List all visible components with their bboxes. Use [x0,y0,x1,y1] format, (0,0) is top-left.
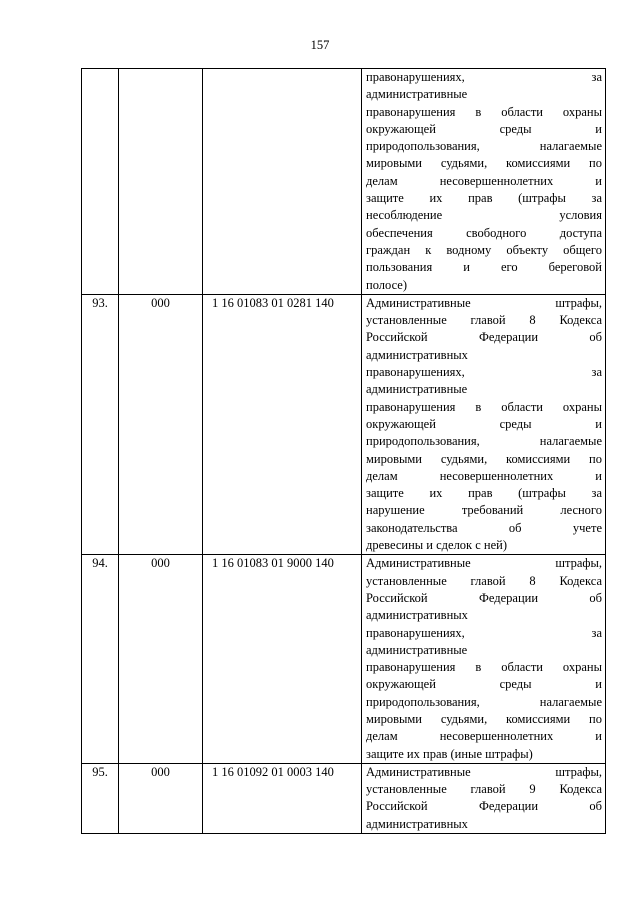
description-line: Административные штрафы, [366,295,602,310]
description-line: обеспечения свободного доступа [366,225,602,240]
description-line: природопользования, налагаемые [366,139,602,154]
table-row [82,69,606,295]
description-line: защите их прав (штрафы за [366,191,602,206]
description-line: мировыми судьями, комиссиями по [366,451,602,466]
description-line: правонарушениях, за [366,365,602,380]
description-line: Российской Федерации об [366,590,602,605]
description-line: защите их прав (штрафы за [366,486,602,501]
budget-codes-table [81,68,606,834]
description-cell [362,294,606,554]
budget-code-cell [203,69,362,295]
description-line: природопользования, налагаемые [366,694,602,709]
table-row [82,294,606,554]
budget-code-cell: 1 16 01083 01 0281 140 [203,294,362,554]
description-line: установленные главой 9 Кодекса [366,782,602,797]
description-line: делам несовершеннолетних и [366,729,602,744]
description-line: Российской Федерации об [366,799,602,814]
description-line: несоблюдение условия [366,208,602,223]
description-line: правонарушениях, за [366,70,602,84]
description-line: установленные главой 8 Кодекса [366,573,602,588]
description-line: древесины и сделок с ней) [366,538,508,553]
description-line: защите их прав (иные штрафы) [366,746,533,761]
admin-code-cell: 000 [119,555,203,764]
description-line: делам несовершеннолетних и [366,468,602,483]
row-number-cell: 93. [82,294,119,554]
description-line: правонарушения в области охраны [366,660,602,675]
description-line: административные [366,382,468,397]
description-line: окружающей среды и [366,121,602,136]
table-row [82,555,606,764]
description-line: законодательства об учете [366,520,602,535]
description-line: Административные штрафы, [366,764,602,779]
description-line: окружающей среды и [366,416,602,431]
description-line: мировыми судьями, комиссиями по [366,156,602,171]
budget-code-cell: 1 16 01083 01 9000 140 [203,555,362,764]
table-row [82,763,606,833]
description-line: административных [366,608,468,623]
description-line: Административные штрафы, [366,556,602,571]
description-line: правонарушения в области охраны [366,399,602,414]
admin-code-cell: 000 [119,763,203,833]
description-line: административных [366,816,468,831]
description-cell [362,69,606,295]
description-line: установленные главой 8 Кодекса [366,313,602,328]
row-number-cell: 94. [82,555,119,764]
description-line: административные [366,642,468,657]
description-line: пользования и его береговой [366,260,602,275]
description-cell [362,763,606,833]
admin-code-cell: 000 [119,294,203,554]
row-number-cell: 95. [82,763,119,833]
description-line: делам несовершеннолетних и [366,173,602,188]
budget-code-cell: 1 16 01092 01 0003 140 [203,763,362,833]
description-line: Российской Федерации об [366,330,602,345]
row-number-cell [82,69,119,295]
description-cell [362,555,606,764]
description-line: административные [366,87,468,102]
description-line: мировыми судьями, комиссиями по [366,711,602,726]
table-body [82,69,606,834]
description-line: нарушение требований лесного [366,503,602,518]
description-line: полосе) [366,277,407,292]
description-line: природопользования, налагаемые [366,434,602,449]
description-line: граждан к водному объекту общего [366,242,602,257]
description-line: правонарушения в области охраны [366,104,602,119]
admin-code-cell [119,69,203,295]
description-line: окружающей среды и [366,677,602,692]
description-line: административных [366,347,468,362]
page-number: 157 [310,38,330,52]
description-line: правонарушениях, за [366,625,602,640]
